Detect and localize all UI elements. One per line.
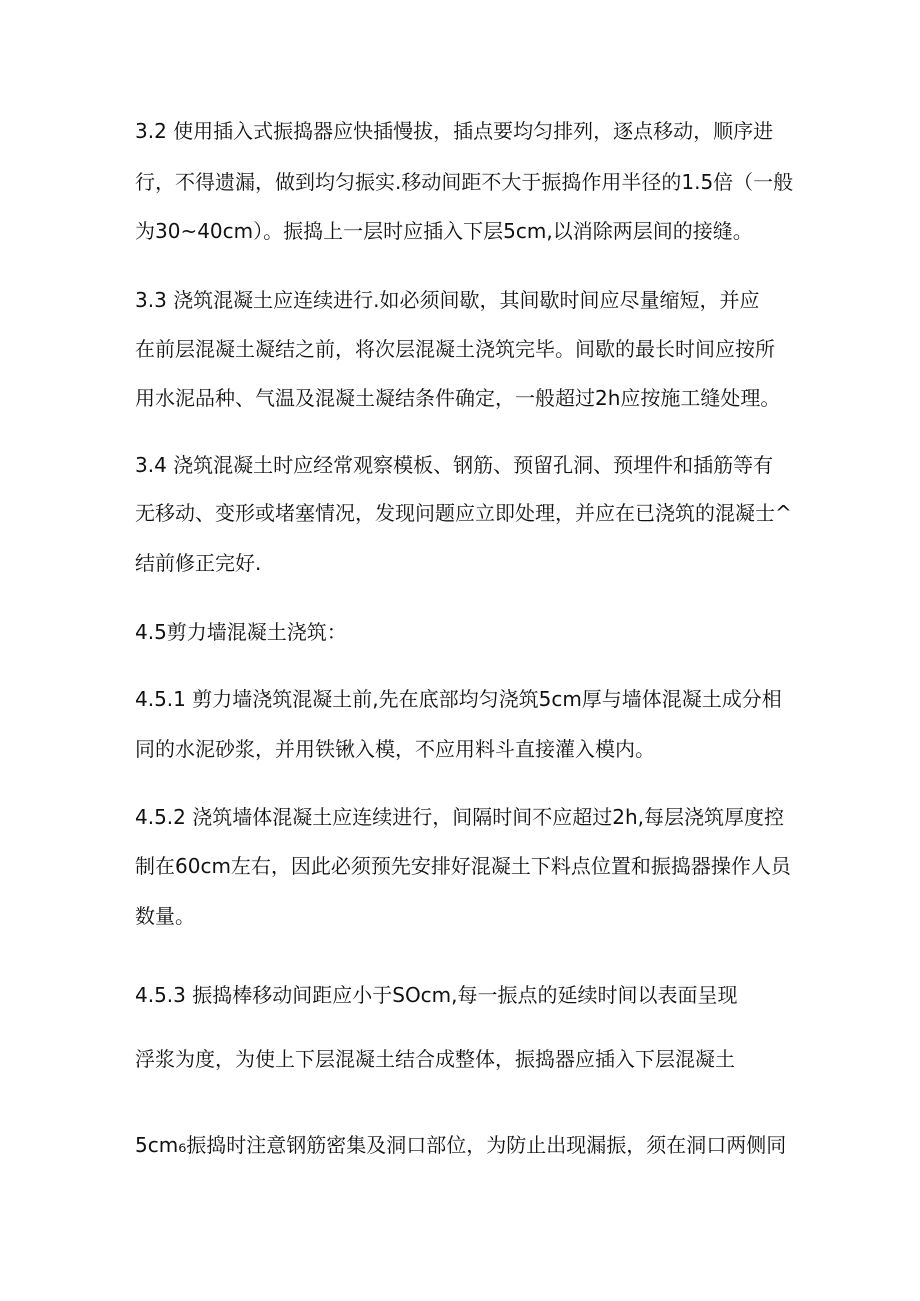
text-line-4-5-1-b: 同的水泥砂浆，并用铁锹入模，不应用料斗直接灌入模内。 <box>135 737 655 761</box>
text-line-4-5-3-c: 5cm₆振捣时注意钢筋密集及洞口部位，为防止出现漏振，须在洞口两侧同 <box>135 1133 787 1157</box>
text-line-3-3-c: 用水泥品种、气温及混凝土凝结条件确定，一般超过2h应按施工缝处理。 <box>135 386 781 410</box>
text-line-3-4-c: 结前修正完好. <box>135 551 262 575</box>
text-line-4-5-1-a: 4.5.1 剪力墙浇筑混凝土前,先在底部均匀浇筑5cm厚与墙体混凝土成分相 <box>135 687 782 711</box>
text-line-3-4-b: 无移动、变形或堵塞情况，发现问题应立即处理，并应在已浇筑的混凝士^ <box>135 501 792 525</box>
text-line-3-2-a: 3.2 使用插入式振捣器应快插慢拔，插点要均匀排列，逐点移动，顺序进 <box>135 119 774 143</box>
text-line-4-5-3-b: 浮浆为度，为使上下层混凝土结合成整体，振捣器应插入下层混凝土 <box>135 1047 735 1071</box>
text-line-3-3-a: 3.3 浇筑混凝土应连续进行.如必须间歇，其间歇时间应尽量缩短，并应 <box>135 288 760 312</box>
text-line-4-5-2-a: 4.5.2 浇筑墙体混凝土应连续进行，间隔时间不应超过2h,每层浇筑厚度控 <box>135 805 785 829</box>
text-line-3-2-c: 为30~40cm）。振捣上一层时应插入下层5cm,以消除两层间的接缝。 <box>135 219 753 243</box>
text-line-3-2-b: 行，不得遗漏，做到均匀振实.移动间距不大于振捣作用半径的1.5倍（一般 <box>135 170 794 194</box>
text-line-3-4-a: 3.4 浇筑混凝土时应经常观察模板、钢筋、预留孔洞、预埋件和插筋等有 <box>135 453 774 477</box>
text-line-4-5-2-c: 数量。 <box>135 904 195 928</box>
text-line-4-5-3-a: 4.5.3 振捣棒移动间距应小于SOcm,每一振点的延续时间以表面呈现 <box>135 983 738 1007</box>
text-line-3-3-b: 在前层混凝土凝结之前，将次层混凝土浇筑完毕。间歇的最长时间应按所 <box>135 337 775 361</box>
text-line-4-5-2-b: 制在60cm左右，因此必须预先安排好混凝土下料点位置和振捣器操作人员 <box>135 854 791 878</box>
section-heading-4-5: 4.5剪力墙混凝土浇筑： <box>135 620 347 644</box>
